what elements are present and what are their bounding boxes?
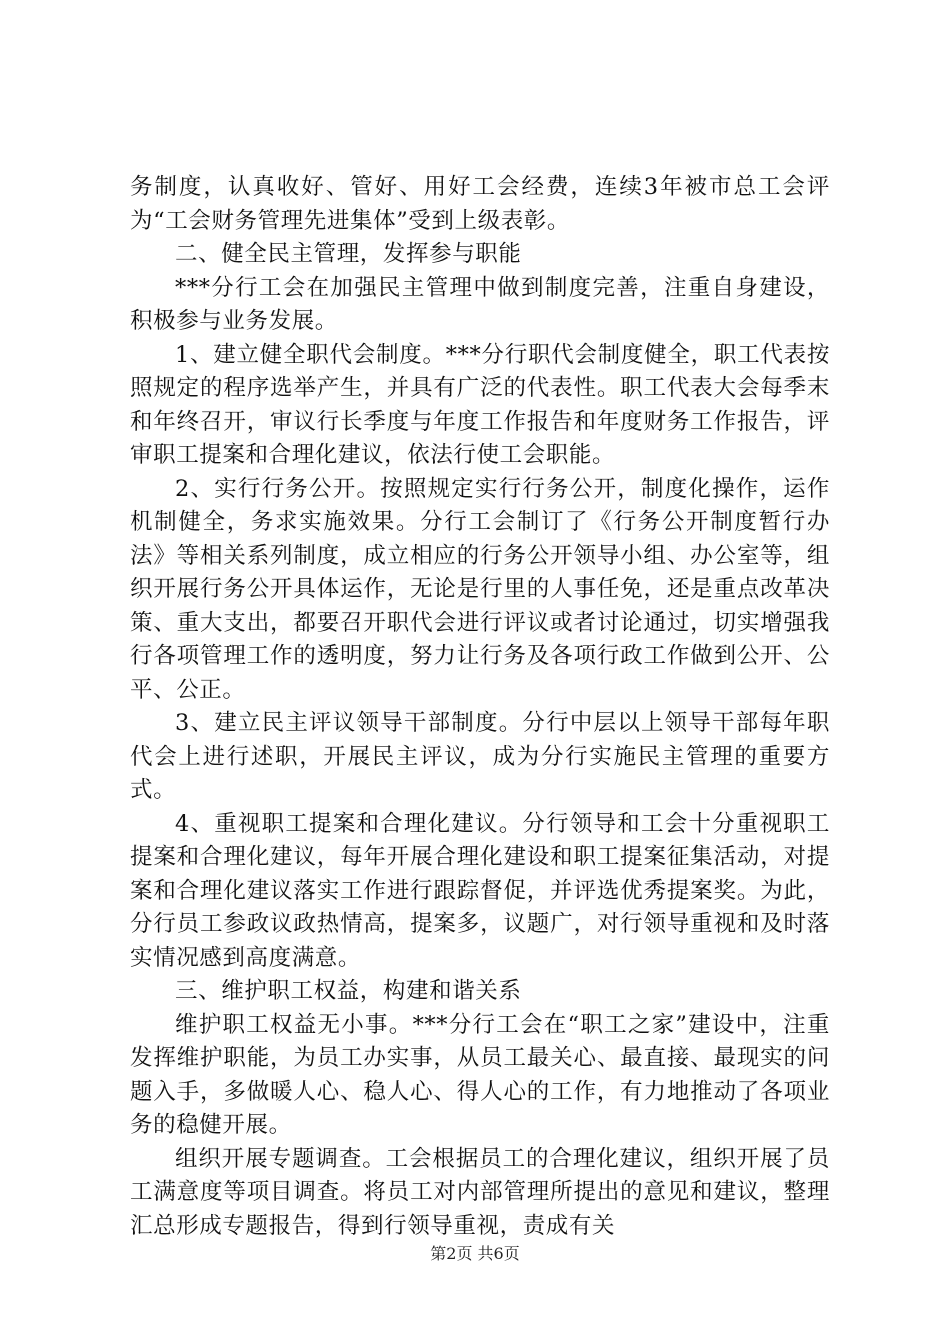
- page-number-footer: 第2页 共6页: [430, 1244, 520, 1263]
- paragraph: 维护职工权益无小事。***分行工会在“职工之家”建设中，注重发挥维护职能，为员工办实事，从员工最关心、最直接、最现实的问题入手，多做暖人心、稳人心、得人心的工作，有力地推动了各项业务的稳健开展。: [130, 1011, 830, 1138]
- section-heading-3: 三、维护职工权益，构建和谐关系: [175, 978, 522, 1004]
- paragraph-continuation: 务制度，认真收好、管好、用好工会经费，连续3年被市总工会评为“工会财务管理先进集体”受到上级表彰。: [130, 174, 830, 234]
- section-heading-2: 二、健全民主管理，发挥参与职能: [175, 241, 522, 267]
- paragraph: 组织开展专题调查。工会根据员工的合理化建议，组织开展了员工满意度等项目调查。将员工对内部管理所提出的意见和建议，整理汇总形成专题报告，得到行领导重视，责成有关: [130, 1145, 830, 1239]
- paragraph: 1、建立健全职代会制度。***分行职代会制度健全，职工代表按照规定的程序选举产生，并具有广泛的代表性。职工代表大会每季末和年终召开，审议行长季度与年度工作报告和年度财务工作报告，评审职工提案和合理化建议，依法行使工会职能。: [130, 341, 830, 468]
- document-body: [130, 171, 830, 1243]
- paragraph: 2、实行行务公开。按照规定实行行务公开，制度化操作，运作机制健全，务求实施效果。分行工会制订了《行务公开制度暂行办法》等相关系列制度，成立相应的行务公开领导小组、办公室等，组织开展行务公开具体运作，无论是行里的人事任免，还是重点改革决策、重大支出，都要召开职代会进行评议或者讨论通过，切实增强我行各项管理工作的透明度，努力让行务及各项行政工作做到公开、公平、公正。: [130, 475, 830, 703]
- paragraph: 3、建立民主评议领导干部制度。分行中层以上领导干部每年职代会上进行述职，开展民主评议，成为分行实施民主管理的重要方式。: [130, 710, 830, 803]
- paragraph: ***分行工会在加强民主管理中做到制度完善，注重自身建设，积极参与业务发展。: [130, 274, 830, 334]
- paragraph: 4、重视职工提案和合理化建议。分行领导和工会十分重视职工提案和合理化建议，每年开展合理化建设和职工提案征集活动，对提案和合理化建议落实工作进行跟踪督促，并评选优秀提案奖。为此，分行员工参政议政热情高，提案多，议题广，对行领导重视和及时落实情况感到高度满意。: [130, 810, 830, 971]
